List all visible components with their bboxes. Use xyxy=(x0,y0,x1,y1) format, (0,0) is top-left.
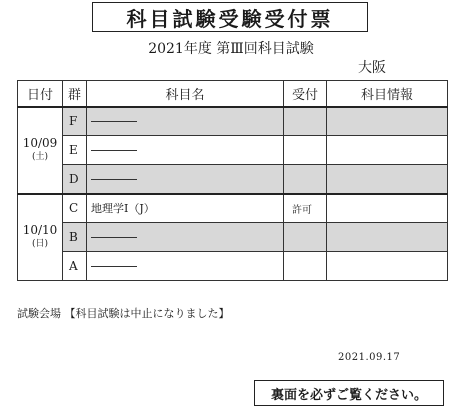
group-cell: E xyxy=(63,136,87,165)
subject-cell xyxy=(87,165,284,194)
column-header-group: 群 xyxy=(63,81,87,107)
date-value: 10/09 xyxy=(22,136,58,150)
subject-cell xyxy=(87,107,284,136)
info-cell xyxy=(327,107,448,136)
issue-date: 2021.09.17 xyxy=(338,352,401,363)
group-cell: D xyxy=(63,165,87,194)
subject-cell: 地理学Ⅰ（J） xyxy=(87,194,284,223)
table-header-row xyxy=(18,81,448,107)
table-row xyxy=(18,252,448,281)
empty-subject-line xyxy=(91,237,137,238)
document-title: 科目試験受験受付票 xyxy=(92,2,368,32)
group-cell: C xyxy=(63,194,87,223)
info-cell xyxy=(327,252,448,281)
empty-subject-line xyxy=(91,150,137,151)
table-row xyxy=(18,165,448,194)
reception-cell xyxy=(284,165,327,194)
exam-session-subtitle: 2021年度 第Ⅲ回科目試験 xyxy=(148,41,314,57)
table-row xyxy=(18,223,448,252)
column-header-date: 日付 xyxy=(18,81,63,107)
date-value: 10/10 xyxy=(22,223,58,238)
group-cell: A xyxy=(63,252,87,281)
info-cell xyxy=(327,223,448,252)
info-cell xyxy=(327,165,448,194)
day-of-week: (土) xyxy=(31,152,49,162)
table-row xyxy=(18,136,448,165)
table-row xyxy=(18,107,448,136)
subject-cell xyxy=(87,136,284,165)
exam-venue-note: 試験会場 【科目試験は中止になりました】 xyxy=(17,307,230,320)
empty-subject-line xyxy=(91,179,137,180)
empty-subject-line xyxy=(91,121,137,122)
day-of-week: (日) xyxy=(31,239,49,250)
reception-cell xyxy=(284,136,327,165)
table-row xyxy=(18,194,448,223)
column-header-reception: 受付 xyxy=(284,81,327,107)
date-cell xyxy=(18,194,63,281)
see-reverse-notice: 裏面を必ずご覧ください。 xyxy=(254,380,444,406)
subject-cell xyxy=(87,252,284,281)
empty-subject-line xyxy=(91,266,137,267)
subject-cell xyxy=(87,223,284,252)
exam-schedule-table xyxy=(17,80,448,281)
date-cell xyxy=(18,107,63,194)
column-header-info: 科目情報 xyxy=(327,81,448,107)
info-cell xyxy=(327,136,448,165)
reception-cell xyxy=(284,252,327,281)
reception-cell xyxy=(284,107,327,136)
reception-cell xyxy=(284,223,327,252)
group-cell: F xyxy=(63,107,87,136)
info-cell xyxy=(327,194,448,223)
reception-cell: 許可 xyxy=(284,194,327,223)
column-header-subject: 科目名 xyxy=(87,81,284,107)
exam-location: 大阪 xyxy=(358,60,386,76)
group-cell: B xyxy=(63,223,87,252)
